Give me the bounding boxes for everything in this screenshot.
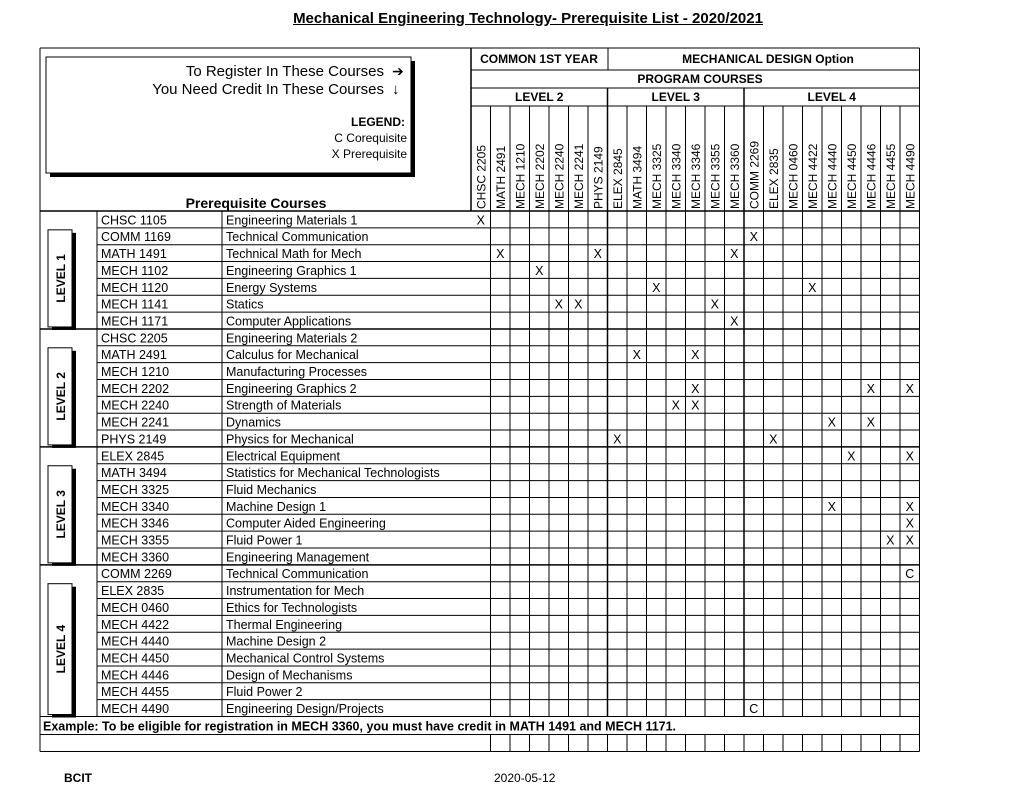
legend-item: C Corequisite <box>334 131 407 145</box>
row-course-name: Technical Communication <box>226 230 369 245</box>
row-course-code: MECH 1141 <box>101 297 169 312</box>
prerequisite-mark: C <box>905 567 915 582</box>
row-course-code: ELEX 2845 <box>101 449 165 464</box>
column-header: MECH 4446 <box>864 143 879 209</box>
row-course-code: MECH 1102 <box>101 263 169 278</box>
row-level-label: LEVEL 3 <box>54 490 68 539</box>
column-level-label: LEVEL 3 <box>651 90 700 104</box>
row-course-code: MECH 4455 <box>101 685 170 700</box>
row-course-code: MECH 2202 <box>101 381 170 396</box>
row-course-name: Instrumentation for Mech <box>226 584 365 599</box>
row-course-code: MATH 1491 <box>101 247 167 262</box>
row-course-code: COMM 1169 <box>101 230 171 245</box>
row-course-name: Statistics for Mechanical Technologists <box>226 466 440 481</box>
prerequisite-mark: X <box>593 247 602 262</box>
column-header: ELEX 2845 <box>610 148 625 209</box>
column-header: ELEX 2835 <box>766 148 781 209</box>
row-course-name: Calculus for Mechanical <box>226 348 359 363</box>
row-course-code: MECH 3355 <box>101 533 170 548</box>
column-header: MECH 4440 <box>825 143 840 209</box>
prerequisite-mark: X <box>632 348 641 363</box>
prerequisite-mark: X <box>476 213 485 228</box>
column-header: COMM 2269 <box>747 140 762 209</box>
instruction-register-text: To Register In These Courses <box>185 63 384 80</box>
row-course-name: Mechanical Control Systems <box>226 651 385 666</box>
row-level-label: LEVEL 1 <box>54 254 68 303</box>
row-course-name: Computer Aided Engineering <box>226 516 386 531</box>
row-course-code: MECH 1120 <box>101 280 169 295</box>
common-first-year-label: COMMON 1ST YEAR <box>480 52 598 66</box>
prerequisite-mark: X <box>730 314 739 329</box>
column-header: MECH 3360 <box>727 143 742 209</box>
column-header: MECH 4422 <box>805 143 820 209</box>
example-note: Example: To be eligible for registration in MECH 3360, you must have credit in MATH 1491 and MECH 1171. <box>43 719 677 734</box>
column-header: CHSC 2205 <box>474 144 489 209</box>
prerequisite-mark: X <box>905 516 914 531</box>
column-header: MECH 1210 <box>513 143 528 209</box>
column-header: MECH 4450 <box>844 143 859 209</box>
row-course-code: MECH 3340 <box>101 499 170 514</box>
column-header: MECH 3355 <box>708 143 723 209</box>
row-course-code: MATH 3494 <box>101 466 167 481</box>
row-course-name: Dynamics <box>226 415 281 430</box>
page-title: Mechanical Engineering Technology- Prerequisite List - 2020/2021 <box>293 10 763 27</box>
row-course-name: Fluid Power 1 <box>226 533 303 548</box>
column-header: MATH 3494 <box>630 145 645 209</box>
prerequisite-mark: X <box>554 297 563 312</box>
prerequisite-mark: X <box>827 499 836 514</box>
prerequisite-mark: X <box>671 398 680 413</box>
program-courses-label: PROGRAM COURSES <box>637 72 763 86</box>
column-header: MECH 3340 <box>669 143 684 209</box>
right-arrow-icon: ➔ <box>392 63 404 79</box>
row-course-name: Machine Design 1 <box>226 499 327 514</box>
footer-date: 2020-05-12 <box>494 771 556 785</box>
row-course-name: Engineering Materials 1 <box>226 213 358 228</box>
row-course-name: Engineering Management <box>226 550 370 565</box>
prerequisite-mark: X <box>535 263 544 278</box>
column-header: MATH 2491 <box>493 145 508 209</box>
prerequisite-mark: X <box>691 381 700 396</box>
prerequisite-mark: X <box>574 297 583 312</box>
column-header: MECH 0460 <box>786 143 801 209</box>
row-course-code: MECH 4490 <box>101 702 170 716</box>
row-course-code: COMM 2269 <box>101 567 172 582</box>
row-level-label: LEVEL 4 <box>54 624 68 674</box>
row-course-name: Fluid Mechanics <box>226 482 317 497</box>
row-course-name: Thermal Engineering <box>226 617 343 632</box>
column-header: PHYS 2149 <box>591 146 606 209</box>
row-course-code: PHYS 2149 <box>101 432 167 447</box>
row-course-code: ELEX 2835 <box>101 584 165 599</box>
row-course-code: MECH 4422 <box>101 617 170 632</box>
prerequisite-mark: X <box>905 533 914 548</box>
column-header: MECH 2202 <box>532 143 547 209</box>
row-course-name: Strength of Materials <box>226 398 342 413</box>
row-course-code: MECH 1210 <box>101 365 170 379</box>
prerequisite-mark: X <box>769 432 778 447</box>
row-course-name: Engineering Materials 2 <box>226 331 358 346</box>
mechanical-design-option-label: MECHANICAL DESIGN Option <box>682 52 854 66</box>
prerequisite-mark: X <box>866 381 875 396</box>
prerequisite-mark: X <box>905 381 914 396</box>
prerequisite-mark: X <box>710 297 719 312</box>
legend-title: LEGEND: <box>351 115 405 129</box>
row-course-code: MECH 3360 <box>101 550 170 565</box>
row-course-code: MECH 3346 <box>101 516 170 531</box>
row-course-name: Engineering Design/Projects <box>226 702 384 716</box>
row-course-name: Electrical Equipment <box>226 449 340 464</box>
prerequisite-mark: X <box>847 449 856 464</box>
prerequisite-mark: X <box>691 348 700 363</box>
row-course-name: Physics for Mechanical <box>226 432 354 447</box>
down-arrow-icon: ↓ <box>392 81 400 98</box>
prerequisite-mark: C <box>749 702 759 716</box>
row-course-name: Manufacturing Processes <box>226 365 368 379</box>
instruction-credit-text: You Need Credit In These Courses <box>152 81 384 98</box>
prerequisite-mark: X <box>730 247 739 262</box>
row-course-name: Engineering Graphics 2 <box>226 381 357 396</box>
row-course-name: Engineering Graphics 1 <box>226 263 357 278</box>
column-header: MECH 3325 <box>649 143 664 209</box>
column-header: MECH 2240 <box>552 143 567 209</box>
row-course-name: Computer Applications <box>226 314 352 329</box>
prerequisite-mark: X <box>613 432 622 447</box>
prerequisite-mark: X <box>886 533 895 548</box>
prerequisite-courses-heading: Prerequisite Courses <box>185 195 327 211</box>
footer-institution: BCIT <box>64 771 92 785</box>
column-header: MECH 2241 <box>571 143 586 209</box>
row-course-name: Machine Design 2 <box>226 634 327 649</box>
row-level-label: LEVEL 2 <box>54 372 68 421</box>
column-header: MECH 4490 <box>903 143 918 209</box>
prerequisite-mark: X <box>827 415 836 430</box>
row-course-code: MECH 4450 <box>101 651 170 666</box>
row-course-name: Technical Communication <box>226 567 369 582</box>
row-course-code: MECH 4446 <box>101 668 170 683</box>
row-course-code: MECH 2241 <box>101 415 170 430</box>
row-course-name: Fluid Power 2 <box>226 685 303 700</box>
prerequisite-mark: X <box>905 449 914 464</box>
prerequisite-mark: X <box>691 398 700 413</box>
row-course-name: Statics <box>226 297 264 312</box>
row-course-name: Ethics for Technologists <box>226 600 358 615</box>
column-level-label: LEVEL 2 <box>515 90 564 104</box>
column-header: MECH 3346 <box>688 143 703 209</box>
row-course-code: MECH 3325 <box>101 482 170 497</box>
row-course-code: MATH 2491 <box>101 348 167 363</box>
row-course-code: MECH 4440 <box>101 634 170 649</box>
prerequisite-mark: X <box>808 280 817 295</box>
legend-item: X Prerequisite <box>331 147 407 161</box>
row-course-code: CHSC 1105 <box>101 213 167 228</box>
row-course-code: MECH 1171 <box>101 314 169 329</box>
row-course-name: Technical Math for Mech <box>226 247 362 262</box>
prerequisite-mark: X <box>866 415 875 430</box>
prerequisite-mark: X <box>905 499 914 514</box>
column-level-label: LEVEL 4 <box>807 90 856 104</box>
prerequisite-mark: X <box>496 247 505 262</box>
row-course-name: Design of Mechanisms <box>226 668 353 683</box>
prerequisite-mark: X <box>652 280 661 295</box>
row-course-code: MECH 2240 <box>101 398 170 413</box>
column-header: MECH 4455 <box>883 143 898 209</box>
row-course-name: Energy Systems <box>226 280 318 295</box>
row-course-code: CHSC 2205 <box>101 331 168 346</box>
row-course-code: MECH 0460 <box>101 600 170 615</box>
prerequisite-mark: X <box>749 230 758 245</box>
